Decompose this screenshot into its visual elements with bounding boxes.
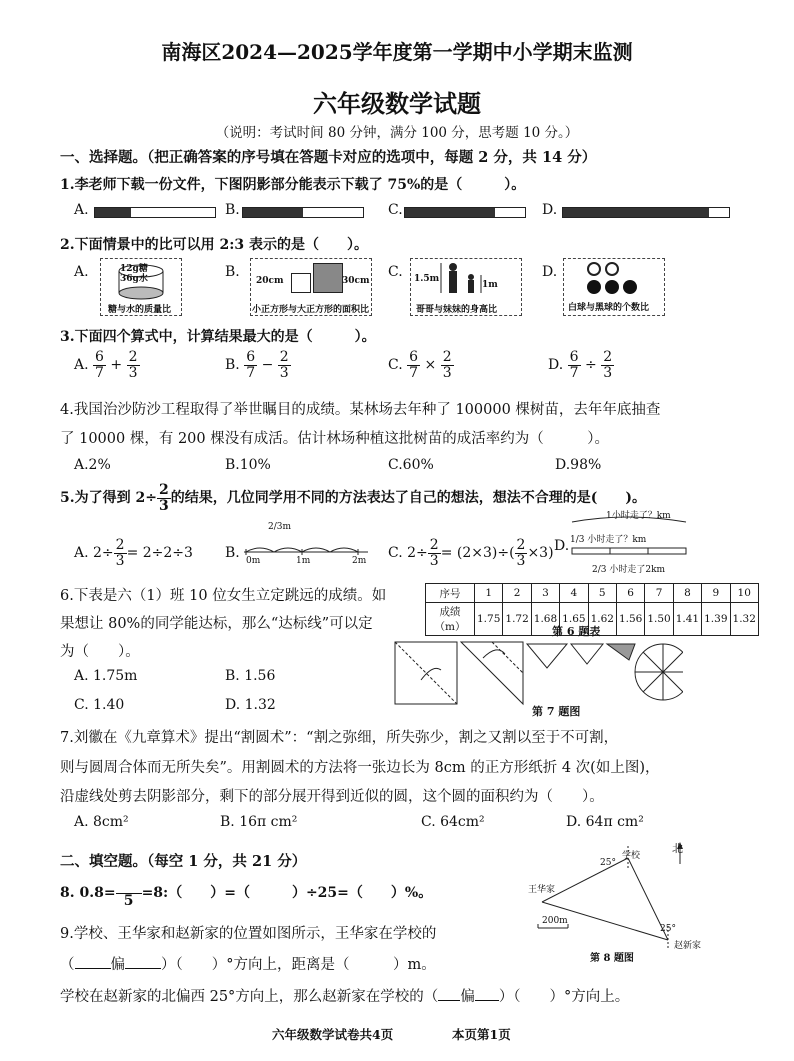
q5-b-tick1: 1m <box>296 556 311 566</box>
q9-map-angle1: 25° <box>600 858 616 868</box>
q4-option-c[interactable]: C.60% <box>388 457 434 473</box>
q5-b-tick2: 2m <box>352 556 367 566</box>
q4-option-d[interactable]: D.98% <box>555 457 602 473</box>
q6-table-caption: 第 6 题表 <box>552 625 601 638</box>
q5-d-frac2: 2/3 小时走了2km <box>592 565 666 575</box>
q9-map-north: 北 <box>672 842 683 855</box>
q7-option-a[interactable]: A. 8cm² <box>74 814 129 830</box>
q2-d-caption: 白球与黑球的个数比 <box>568 303 650 313</box>
small-square-icon <box>291 273 311 293</box>
q1-bar-b <box>242 207 364 218</box>
q2-option-d[interactable]: D. <box>542 264 558 280</box>
q6-option-a[interactable]: A. 1.75m <box>74 668 138 684</box>
q9-map-angle2: 25° <box>660 924 676 934</box>
q1-bar-d <box>562 207 730 218</box>
q5-option-a[interactable]: A. 2÷ $\frac{2}{3}$ = 2÷2÷3 <box>74 537 193 569</box>
q1-bar-c <box>404 207 526 218</box>
q9-map-scale: 200m <box>542 916 568 926</box>
q5-b-tick0: 0m <box>246 556 261 566</box>
q7-line2: 则与圆周合体而无所失矣”。用割圆术的方法将一张边长为 8cm 的正方形纸折 4 次(如上图)， <box>60 760 660 776</box>
q6-line2: 果想让 80%的同学能达标，那么“达标线”可以定 <box>60 616 373 632</box>
q6-option-c[interactable]: C. 1.40 <box>74 697 125 713</box>
q5-d-frac1: 1/3 小时走了？km <box>570 535 647 545</box>
q3-option-c[interactable]: C. $\frac{6}{7}$ × $\frac{2}{3}$ <box>388 349 452 381</box>
q6-line3: 为（ ）。 <box>60 644 140 660</box>
q9-map-zhao: 赵新家 <box>674 941 702 951</box>
subject-title: 六年级数学试题 <box>313 89 481 118</box>
q4-line1: 4.我国治沙防沙工程取得了举世瞩目的成绩。某林场去年种了 100000 棵树苗，去年年底抽查 <box>60 402 661 418</box>
q2-a-sugar: 12g糖 <box>120 264 148 274</box>
q4-option-a[interactable]: A.2% <box>74 457 111 473</box>
q2-c-caption: 哥哥与妹妹的身高比 <box>416 305 498 315</box>
q2-a-caption: 糖与水的质量比 <box>108 305 172 315</box>
q9-line3: 学校在赵新家的北偏西 25°方向上，那么赵新家在学校的（ 偏 ）（ ）°方向上。 <box>60 989 630 1005</box>
q7-line1: 7.刘徽在《九章算术》提出“割圆术”：“割之弥细，所失弥少，割之又割以至于不可割， <box>60 730 619 746</box>
q7-caption: 第 7 题图 <box>532 705 581 718</box>
q7-option-b[interactable]: B. 16π cm² <box>220 814 298 830</box>
section1-heading: 一、选择题。（把正确答案的序号填在答题卡对应的选项中，每题 2 分，共 14 分） <box>60 149 597 166</box>
q6-option-b[interactable]: B. 1.56 <box>225 668 276 684</box>
q6-line1: 6.下表是六（1）班 10 位女生立定跳远的成绩。如 <box>60 588 387 604</box>
q7-option-c[interactable]: C. 64cm² <box>421 814 485 830</box>
q5-d-top: 1小时走了？km <box>606 511 671 521</box>
q1-option-c[interactable]: C. <box>388 202 403 218</box>
footer-left: 六年级数学试卷共4页 <box>272 1027 394 1042</box>
q2-b-right: 30cm <box>342 276 370 286</box>
q9-line1: 9.学校、王华家和赵新家的位置如图所示，王华家在学校的 <box>60 926 437 942</box>
q2-option-b[interactable]: B. <box>225 264 240 280</box>
q2-a-water: 36g水 <box>120 274 148 284</box>
q9-map-caption: 第 8 题图 <box>590 953 634 964</box>
q2-b-left: 20cm <box>256 276 284 286</box>
q1-option-b[interactable]: B. <box>225 202 240 218</box>
q3-option-a[interactable]: A. $\frac{6}{7}$ + $\frac{2}{3}$ <box>74 349 138 381</box>
q4-line2: 了 10000 棵，有 200 棵没有成活。估计林场种植这批树苗的成活率约为（ ）。 <box>60 431 609 447</box>
q5-b-frac: 2/3m <box>268 522 292 532</box>
q2-b-caption: 小正方形与大正方形的面积比 <box>252 305 370 315</box>
q9-map-wang: 王华家 <box>528 885 556 895</box>
q1-bar-a <box>94 207 216 218</box>
q7-line3: 沿虚线处剪去阴影部分，剩下的部分展开得到近似的圆，这个圆的面积约为（ ）。 <box>60 789 604 805</box>
q5-option-c[interactable]: C. 2÷ $\frac{2}{3}$ = (2×3)÷( $\frac{2}{3}$ ×3) <box>388 537 554 569</box>
q1-option-d[interactable]: D. <box>542 202 558 218</box>
q4-option-b[interactable]: B.10% <box>225 457 271 473</box>
q6-option-d[interactable]: D. 1.32 <box>225 697 276 713</box>
q1-stem: 1.李老师下载一份文件，下图阴影部分能表示下载了 75%的是（ ）。 <box>60 177 526 193</box>
q2-stem: 2.下面情景中的比可以用 2:3 表示的是（ ）。 <box>60 237 369 253</box>
section2-heading: 二、填空题。（每空 1 分，共 21 分） <box>60 853 307 870</box>
q5-stem: 5.为了得到 2÷ $\frac{2}{3}$ 的结果，几位同学用不同的方法表达了自己的想法，想法不合理的是( )。 <box>60 482 646 514</box>
q7-fold-diagram <box>393 640 683 706</box>
table-row: 成绩（m） 1.75 1.72 1.68 1.65 1.62 1.56 1.50 1.41 1.39 1.32 <box>426 603 759 636</box>
q8-line: 8. 0.8= 5 =8:（ ）=（ ）÷25=（ ）%。 <box>60 878 432 908</box>
large-square-icon <box>313 263 343 293</box>
paper-fold-icon <box>393 640 683 706</box>
q2-c-h2: 1m <box>482 280 498 290</box>
q3-option-b[interactable]: B. $\frac{6}{7}$ − $\frac{2}{3}$ <box>225 349 289 381</box>
q2-option-c[interactable]: C. <box>388 264 403 280</box>
q2-c-h1: 1.5m <box>414 274 440 284</box>
footer-right: 本页第1页 <box>452 1027 511 1042</box>
q9-line2: （ 偏 ）（ ）°方向上，距离是（ ）m。 <box>60 957 436 973</box>
instructions: （说明：考试时间 80 分钟，满分 100 分，思考题 10 分。） <box>215 125 579 141</box>
q3-option-d[interactable]: D. $\frac{6}{7}$ ÷ $\frac{2}{3}$ <box>548 349 613 381</box>
exam-title: 南海区2024—2025学年度第一学期中小学期末监测 <box>161 40 633 64</box>
q7-option-d[interactable]: D. 64π cm² <box>566 814 644 830</box>
table-row: 序号 1 2 3 4 5 6 7 8 9 10 <box>426 584 759 603</box>
q2-option-a[interactable]: A. <box>74 264 89 280</box>
q5-option-d[interactable]: D. <box>554 538 570 554</box>
q3-stem: 3.下面四个算式中，计算结果最大的是（ ）。 <box>60 329 376 345</box>
q9-map-school: 学校 <box>622 851 641 861</box>
q5-option-b[interactable]: B. <box>225 545 240 561</box>
q1-option-a[interactable]: A. <box>74 202 89 218</box>
